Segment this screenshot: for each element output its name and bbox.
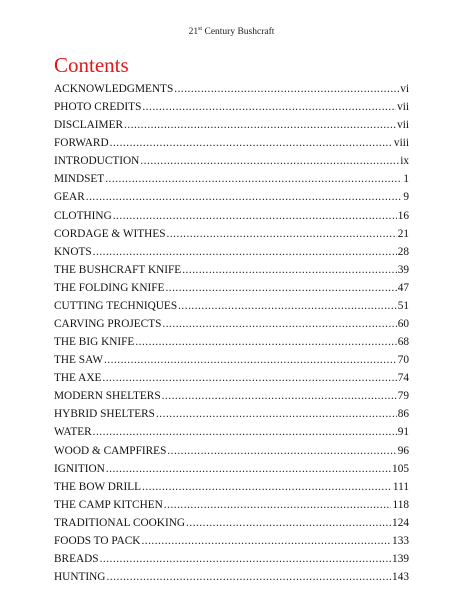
toc-entry-label: WATER <box>54 426 92 439</box>
toc-entry[interactable] <box>54 442 409 460</box>
toc-entry-label: MODERN SHELTERS <box>54 390 161 403</box>
toc-entry-page-number: 60 <box>397 318 409 331</box>
dot-leader <box>106 460 391 478</box>
toc-entry-page-number: ix <box>400 155 409 168</box>
toc-entry[interactable] <box>54 134 409 152</box>
toc-entry-page-number: 91 <box>397 426 409 439</box>
toc-entry-page-number: 139 <box>392 553 409 566</box>
toc-entry[interactable] <box>54 152 409 170</box>
toc-entry-label: INTRODUCTION <box>54 155 140 168</box>
toc-entry-label: THE AXE <box>54 372 102 385</box>
toc-entry[interactable] <box>54 568 409 586</box>
dot-leader <box>174 80 399 98</box>
toc-entry-page-number: 86 <box>397 408 409 421</box>
toc-entry[interactable] <box>54 279 409 297</box>
toc-entry-label: THE CAMP KITCHEN <box>54 498 163 511</box>
toc-entry-page-number: 21 <box>397 227 409 240</box>
dot-leader <box>156 405 397 423</box>
toc-entry-label: THE FOLDING KNIFE <box>54 281 165 294</box>
toc-entry-page-number: 124 <box>392 516 409 529</box>
dot-leader <box>106 568 391 586</box>
dot-leader <box>142 478 392 496</box>
toc-entry-label: THE BIG KNIFE <box>54 336 135 349</box>
dot-leader <box>165 279 396 297</box>
dot-leader <box>135 333 396 351</box>
toc-entry[interactable] <box>54 369 409 387</box>
toc-entry-label: ACKNOWLEDGMENTS <box>54 83 174 95</box>
toc-entry-page-number: 9 <box>403 191 409 204</box>
dot-leader <box>105 170 402 188</box>
toc-entry-label: TRADITIONAL COOKING <box>54 516 186 529</box>
toc-entry-label: KNOTS <box>54 245 92 258</box>
toc-entry[interactable] <box>54 315 409 333</box>
dot-leader <box>162 387 397 405</box>
running-header <box>0 27 463 37</box>
toc-entry-label: WOOD & CAMPFIRES <box>54 444 167 457</box>
toc-entry[interactable] <box>54 423 409 441</box>
dot-leader <box>167 442 396 460</box>
toc-entry[interactable] <box>54 243 409 261</box>
dot-leader <box>182 261 396 279</box>
dot-leader <box>113 207 397 225</box>
toc-entry[interactable] <box>54 478 409 496</box>
toc-entry[interactable] <box>54 351 409 369</box>
toc-entry[interactable] <box>54 188 409 206</box>
toc-entry-page-number: vii <box>397 119 409 132</box>
toc-entry-label: IGNITION <box>54 462 105 475</box>
toc-entry-page-number: vii <box>397 101 409 114</box>
toc-entry-label: CUTTING TECHNIQUES <box>54 299 178 312</box>
toc-entry-page-number: vi <box>400 83 409 95</box>
toc-entry[interactable] <box>54 98 409 116</box>
toc-entry-page-number: 79 <box>397 390 409 403</box>
dot-leader <box>100 550 391 568</box>
toc-entry[interactable] <box>54 170 409 188</box>
toc-entry[interactable] <box>54 387 409 405</box>
toc-entry[interactable] <box>54 532 409 550</box>
toc-entry-page-number: 51 <box>397 299 409 312</box>
toc-entry[interactable] <box>54 333 409 351</box>
toc-entry-label: HYBRID SHELTERS <box>54 408 155 421</box>
toc-entry-label: CARVING PROJECTS <box>54 318 162 331</box>
dot-leader <box>140 152 399 170</box>
toc-entry-page-number: 74 <box>397 372 409 385</box>
toc-entry-label: THE BOW DRILL <box>54 480 142 493</box>
toc-entry-page-number: 70 <box>397 354 409 367</box>
toc-entry-label: DISCLAIMER <box>54 119 124 132</box>
toc-entry-page-number: 133 <box>392 534 409 547</box>
toc-entry[interactable] <box>54 80 409 98</box>
toc-entry-page-number: 1 <box>403 173 409 186</box>
toc-entry-page-number: 68 <box>397 336 409 349</box>
dot-leader <box>110 134 393 152</box>
toc-entry[interactable] <box>54 116 409 134</box>
toc-entry-label: CORDAGE & WITHES <box>54 227 166 240</box>
toc-entry-page-number: 47 <box>397 281 409 294</box>
toc-entry-label: BREADS <box>54 553 99 566</box>
toc-entry[interactable] <box>54 514 409 532</box>
toc-entry[interactable] <box>54 207 409 225</box>
toc-entry-label: GEAR <box>54 191 85 204</box>
toc-entry[interactable] <box>54 550 409 568</box>
toc-entry-page-number: 39 <box>397 263 409 276</box>
dot-leader <box>178 297 397 315</box>
dot-leader <box>93 243 397 261</box>
dot-leader <box>167 225 397 243</box>
dot-leader <box>142 98 396 116</box>
dot-leader <box>86 188 403 206</box>
header-number: 21 <box>188 27 199 37</box>
dot-leader <box>186 514 391 532</box>
toc-entry-page-number: 16 <box>397 209 409 222</box>
toc-entry[interactable] <box>54 496 409 514</box>
dot-leader <box>102 369 396 387</box>
toc-entry-page-number: 118 <box>392 498 409 511</box>
toc-entry-page-number: 111 <box>392 480 409 493</box>
dot-leader <box>93 423 397 441</box>
toc-entry-label: THE SAW <box>54 354 103 367</box>
dot-leader <box>141 532 391 550</box>
toc-entry-label: FORWARD <box>54 137 109 150</box>
toc-entry[interactable] <box>54 460 409 478</box>
toc-entry-label: HUNTING <box>54 571 106 584</box>
dot-leader <box>104 351 397 369</box>
toc-entry[interactable] <box>54 297 409 315</box>
header-title: Century Bushcraft <box>202 27 275 37</box>
toc-entry[interactable] <box>54 405 409 423</box>
table-of-contents <box>54 80 409 586</box>
toc-entry-label: THE BUSHCRAFT KNIFE <box>54 263 182 276</box>
toc-entry[interactable] <box>54 225 409 243</box>
toc-entry[interactable] <box>54 261 409 279</box>
header-ordinal-suffix: st <box>198 25 203 32</box>
toc-entry-page-number: 105 <box>392 462 409 475</box>
toc-entry-label: PHOTO CREDITS <box>54 101 142 114</box>
toc-entry-page-number: 96 <box>397 444 409 457</box>
dot-leader <box>164 496 392 514</box>
toc-entry-page-number: 143 <box>392 571 409 584</box>
toc-entry-page-number: viii <box>393 137 409 150</box>
toc-entry-label: FOODS TO PACK <box>54 534 141 547</box>
dot-leader <box>162 315 396 333</box>
toc-entry-page-number: 28 <box>397 245 409 258</box>
dot-leader <box>124 116 396 134</box>
toc-entry-label: MINDSET <box>54 173 105 186</box>
toc-entry-label: CLOTHING <box>54 209 112 222</box>
contents-title: Contents <box>54 53 129 77</box>
